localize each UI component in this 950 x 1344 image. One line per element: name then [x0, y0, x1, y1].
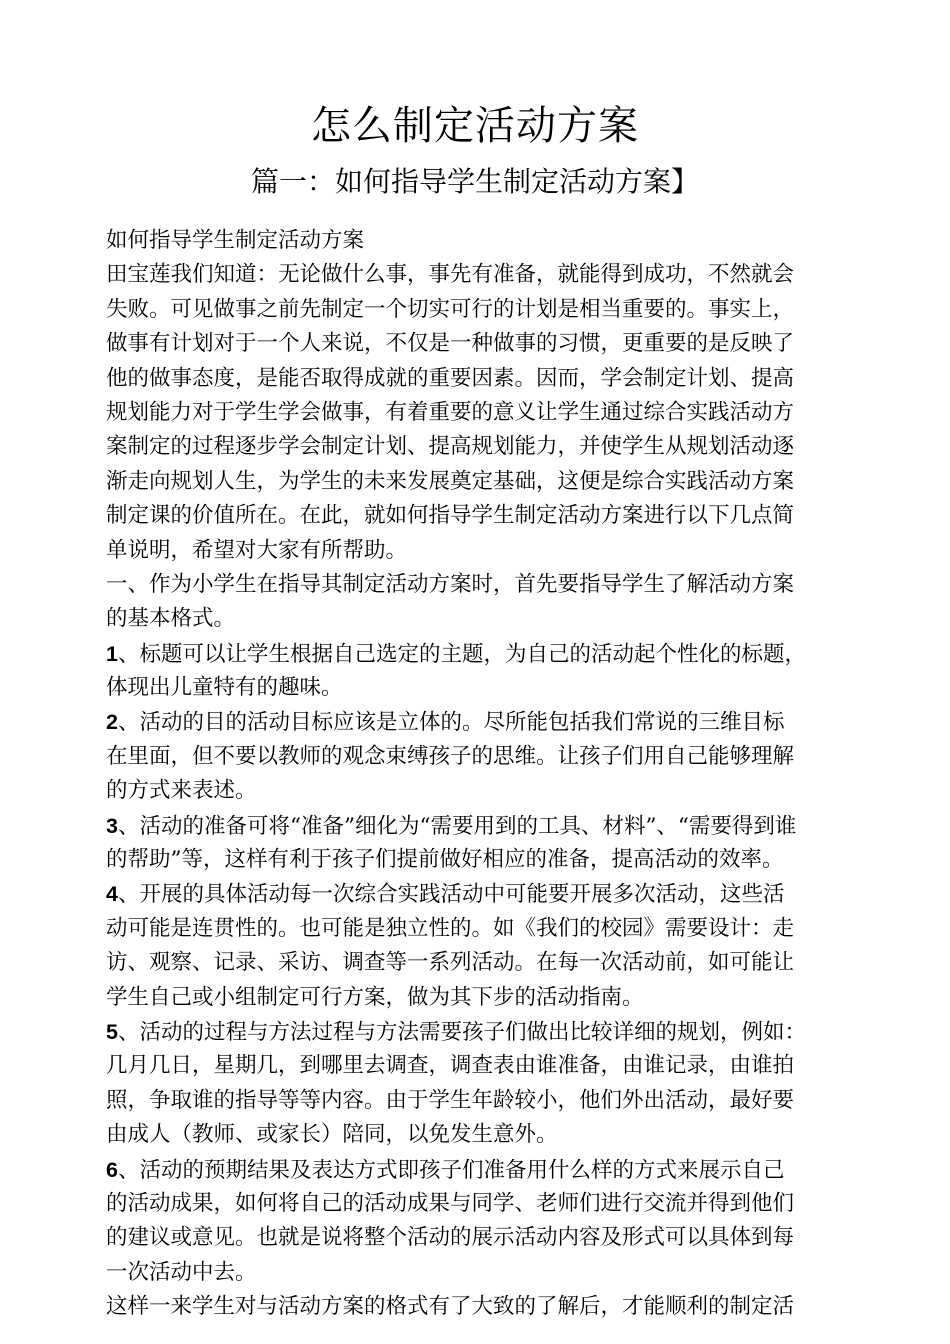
line-text: 这样一来学生对与活动方案的格式有了大致的了解后，才能顺利的制定活: [106, 1294, 795, 1320]
text-line: [106, 1118, 852, 1152]
text-line: [106, 1256, 852, 1290]
text-line: [106, 1153, 852, 1187]
text-line: [106, 396, 852, 430]
line-text: 失败。可见做事之前先制定一个切实可行的计划是相当重要的。事实上，: [106, 296, 795, 322]
line-text: 一、作为小学生在指导其制定活动方案时，首先要指导学生了解活动方案: [106, 571, 795, 597]
line-text: 单说明，希望对大家有所帮助。: [106, 537, 408, 563]
list-number: 3: [106, 813, 118, 838]
line-text: 的方式来表述。: [106, 778, 257, 804]
text-line: [106, 774, 852, 808]
line-text: 规划能力对于学生学会做事，有着重要的意义让学生通过综合实践活动方: [106, 399, 795, 425]
text-line: [106, 534, 852, 568]
line-text: 的帮助”等，这样有利于孩子们提前做好相应的准备，提高活动的效率。: [106, 847, 784, 873]
line-text: 学生自己或小组制定可行方案，做为其下步的活动指南。: [106, 984, 644, 1010]
line-text: 、活动的过程与方法过程与方法需要孩子们做出比较详细的规划，例如：: [117, 1019, 806, 1045]
text-line: [106, 637, 852, 671]
text-line: [106, 912, 852, 946]
page-title: 怎么制定活动方案: [311, 103, 639, 149]
line-text: 的基本格式。: [106, 606, 236, 632]
line-text: 动可能是连贯性的。也可能是独立性的。如《我们的校园》需要设计：走: [106, 915, 795, 941]
section-subtitle: 篇一：如何指导学生制定活动方案】: [250, 165, 699, 198]
line-text: 的建议或意见。也就是说将整个活动的展示活动内容及形式可以具体到每: [106, 1225, 795, 1251]
list-number: 5: [106, 1019, 118, 1044]
line-text: 田宝莲我们知道：无论做什么事，事先有准备，就能得到成功，不然就会: [106, 262, 795, 288]
text-line: [106, 465, 852, 499]
text-line: [106, 1015, 852, 1049]
text-line: [106, 877, 852, 911]
text-line: [106, 1084, 852, 1118]
line-text: 体现出儿童特有的趣味。: [106, 675, 343, 701]
list-number: 1: [106, 641, 118, 666]
text-line: [106, 946, 852, 980]
text-line: [106, 981, 852, 1015]
text-line: [106, 293, 852, 327]
text-line: [106, 602, 852, 636]
list-number: 6: [106, 1157, 118, 1182]
text-line: [106, 1221, 852, 1255]
line-text: 由成人（教师、或家长）陪同，以免发生意外。: [106, 1122, 558, 1148]
body-text: [106, 224, 852, 1325]
text-line: [106, 1290, 852, 1324]
line-text: 如何指导学生制定活动方案: [106, 228, 365, 253]
text-line: [106, 843, 852, 877]
line-text: 案制定的过程逐步学会制定计划、提高规划能力，并使学生从规划活动逐: [106, 434, 795, 460]
text-line: [106, 1049, 852, 1083]
line-text: 、开展的具体活动每一次综合实践活动中可能要开展多次活动，这些活: [117, 882, 785, 908]
line-text: 做事有计划对于一个人来说，不仅是一种做事的习惯，更重要的是反映了: [106, 331, 795, 357]
text-line: [106, 568, 852, 602]
text-line: [106, 430, 852, 464]
line-text: 在里面，但不要以教师的观念束缚孩子的思维。让孩子们用自己能够理解: [106, 743, 795, 769]
line-text: 渐走向规划人生，为学生的未来发展奠定基础，这便是综合实践活动方案: [106, 468, 795, 494]
text-line: [106, 809, 852, 843]
list-number: 2: [106, 710, 118, 735]
text-line: [106, 705, 852, 739]
text-line: [106, 671, 852, 705]
text-line: [106, 224, 852, 258]
line-text: 、活动的预期结果及表达方式即孩子们准备用什么样的方式来展示自己: [117, 1157, 785, 1183]
line-text: 的活动成果，如何将自己的活动成果与同学、老师们进行交流并得到他们: [106, 1190, 795, 1216]
line-text: 、活动的目的活动目标应该是立体的。尽所能包括我们常说的三维目标: [117, 710, 785, 736]
line-text: 、标题可以让学生根据自己选定的主题，为自己的活动起个性化的标题，: [117, 641, 806, 667]
list-number: 4: [106, 882, 118, 907]
text-line: [106, 1187, 852, 1221]
line-text: 照，争取谁的指导等等内容。由于学生年龄较小，他们外出活动，最好要: [106, 1087, 795, 1113]
text-line: [106, 362, 852, 396]
line-text: 一次活动中去。: [106, 1259, 257, 1285]
line-text: 、活动的准备可将“准备”细化为“需要用到的工具、材料”、“需要得到谁: [117, 813, 797, 839]
text-line: [106, 258, 852, 292]
text-line: [106, 499, 852, 533]
line-text: 制定课的价值所在。在此，就如何指导学生制定活动方案进行以下几点简: [106, 503, 795, 529]
line-text: 几月几日，星期几，到哪里去调查，调查表由谁准备，由谁记录，由谁拍: [106, 1053, 795, 1079]
line-text: 他的做事态度，是能否取得成就的重要因素。因而，学会制定计划、提高: [106, 365, 795, 391]
text-line: [106, 327, 852, 361]
text-line: [106, 740, 852, 774]
line-text: 访、观察、记录、采访、调查等一系列活动。在每一次活动前，如可能让: [106, 950, 795, 976]
